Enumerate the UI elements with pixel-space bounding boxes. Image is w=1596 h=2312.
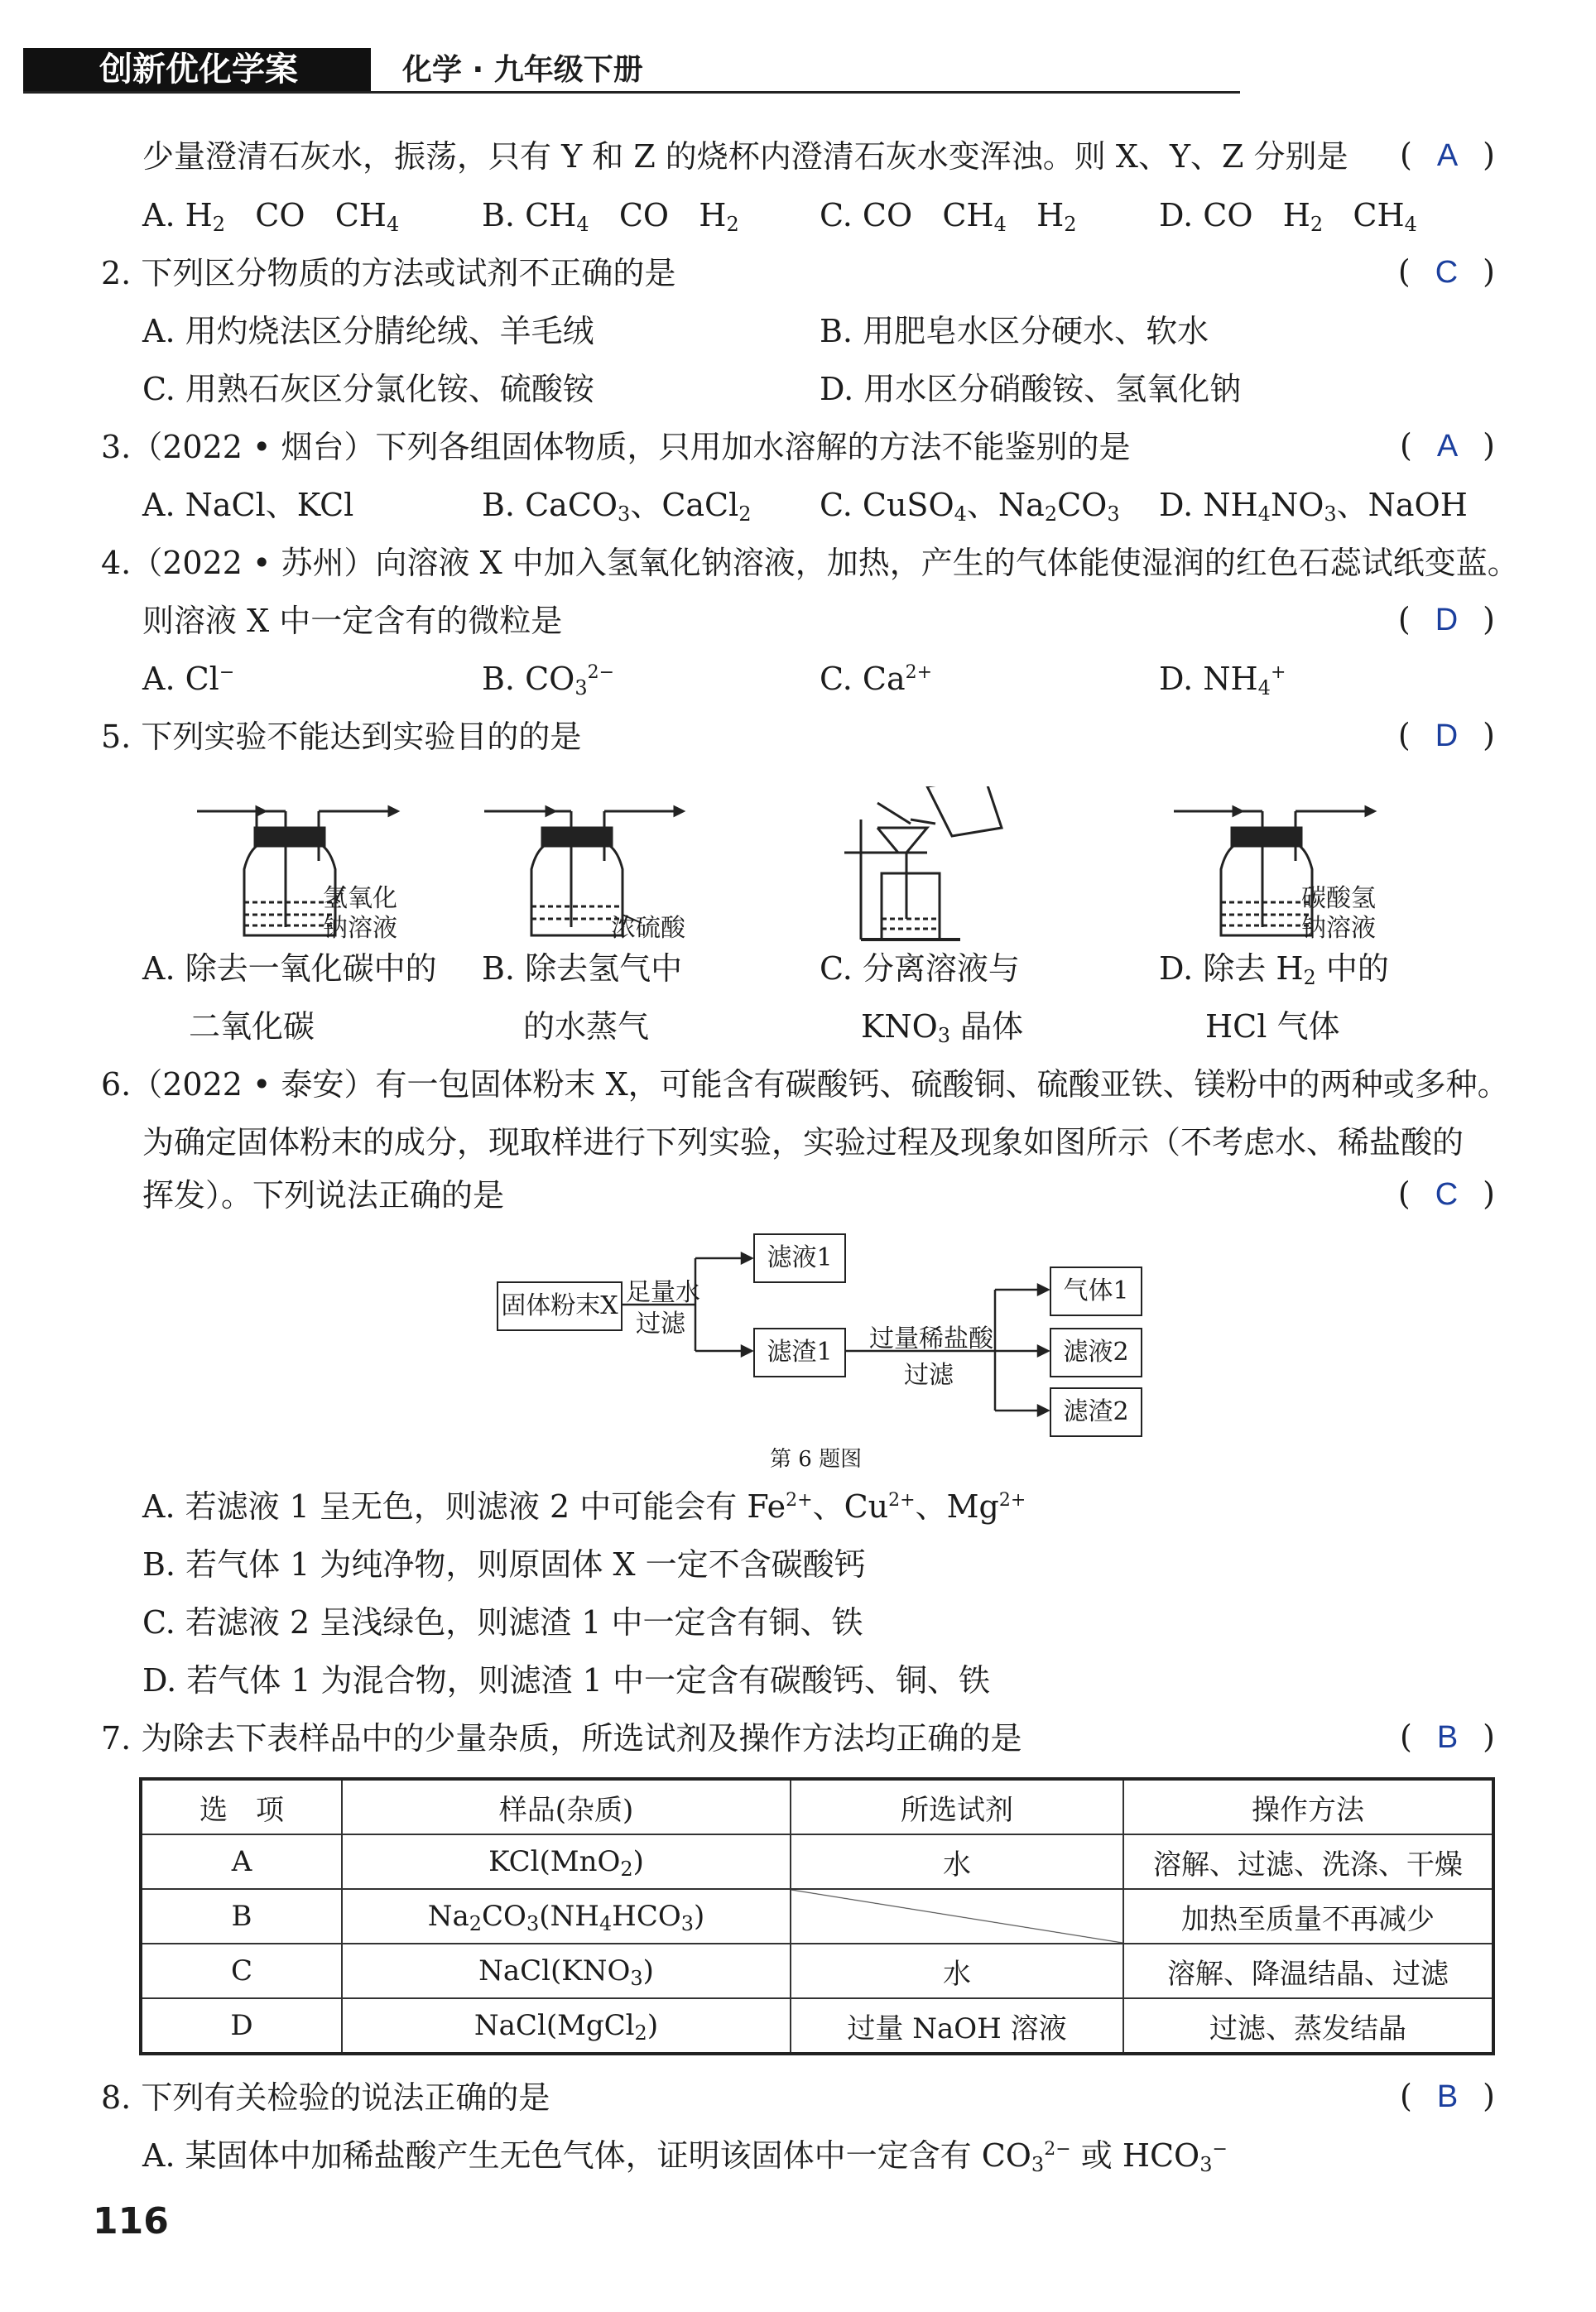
q1-option-d: D. CO $H_2$ $CH_4$ <box>1159 197 1417 236</box>
q6-answer: ( C ) <box>1397 1175 1497 1212</box>
col-header-reagent: 所选试剂 <box>791 1779 1123 1834</box>
q3-stem: 3.（2022 • 烟台）下列各组固体物质，只用加水溶解的方法不能鉴别的是 <box>101 429 1131 465</box>
empty-reagent-cell <box>791 1889 1123 1944</box>
q1-answer: ( A ) <box>1399 137 1497 173</box>
q4-answer: ( D ) <box>1397 601 1497 637</box>
q8-stem: 8. 下列有关检验的说法正确的是 <box>101 2079 550 2116</box>
col-header-method: 操作方法 <box>1123 1779 1493 1834</box>
q7-answer: ( B ) <box>1399 1718 1497 1755</box>
q4-option-d: D. $NH_4^+$ <box>1159 661 1286 699</box>
q1-option-c: C. CO $CH_4$ $H_2$ <box>820 197 1077 236</box>
label-conc-sulfuric: 浓硫酸 <box>611 914 685 943</box>
q4-option-c: C. $Ca^{2+}$ <box>820 661 933 697</box>
q5-option-a-line2: 二氧化碳 <box>189 1008 315 1045</box>
table-row: B $Na_2CO_3(NH_4HCO_3)$ 加热至质量不再减少 <box>141 1889 1493 1944</box>
q2-stem: 2. 下列区分物质的方法或试剂不正确的是 <box>101 255 676 291</box>
q1-option-b: B. $CH_4$ CO $H_2$ <box>482 197 739 236</box>
q5-option-c-line1: C. 分离溶液与 <box>820 950 1020 987</box>
q4-option-b: B. $CO_3^{2-}$ <box>482 661 615 699</box>
q6-option-a: A. 若滤液 1 呈无色，则滤液 2 中可能会有 $Fe^{2+}$、$Cu^{2+}$、$Mg^{2+}$ <box>142 1488 1026 1525</box>
table-header-row <box>141 1779 1493 1834</box>
col-header-option: 选 项 <box>141 1779 342 1834</box>
q5-option-b-line1: B. 除去氢气中 <box>482 950 683 987</box>
figure-caption: 第 6 题图 <box>770 1447 863 1472</box>
table-row: C $NaCl(KNO_3)$ 水 溶解、降温结晶、过滤 <box>141 1944 1493 1998</box>
flow-box-gas-1: 气体1 <box>1050 1267 1142 1316</box>
q2-option-c: C. 用熟石灰区分氯化铵、硫酸铵 <box>142 371 594 407</box>
flow-box-solid-x: 固体粉末X <box>497 1281 623 1331</box>
table-row: D NaCl(MgCl$_2$) 过量 NaOH 溶液 过滤、蒸发结晶 <box>141 1998 1493 2054</box>
q3-option-a: A. NaCl、KCl <box>142 487 354 523</box>
q5-stem: 5. 下列实验不能达到实验目的的是 <box>101 719 582 755</box>
label-naoh-solution: 氢氧化 钠溶液 <box>323 884 397 943</box>
q5-option-b-line2: 的水蒸气 <box>523 1008 650 1045</box>
q5-option-a-line1: A. 除去一氧化碳中的 <box>142 950 437 987</box>
q6-option-d: D. 若气体 1 为混合物，则滤渣 1 中一定含有碳酸钙、铜、铁 <box>142 1662 990 1699</box>
flow-step2-reagent: 过量稀盐酸 <box>869 1324 993 1353</box>
book-title: 创新优化学案 <box>99 50 298 89</box>
q2-option-a: A. 用灼烧法区分腈纶绒、羊毛绒 <box>142 313 594 349</box>
col-header-sample: 样品(杂质) <box>342 1779 791 1834</box>
q1-stem: 少量澄清石灰水，振荡，只有 Y 和 Z 的烧杯内澄清石灰水变浑浊。则 X、Y、Z 分别是 <box>142 138 1348 175</box>
q4-stem: 4.（2022 • 苏州）向溶液 X 中加入氢氧化钠溶液，加热，产生的气体能使湿润的红色石蕊试纸变蓝。 <box>101 545 1519 581</box>
page-number: 116 <box>93 2200 169 2242</box>
flow-box-residue-2: 滤渣2 <box>1050 1387 1142 1437</box>
q6-option-b: B. 若气体 1 为纯净物，则原固体 X 一定不含碳酸钙 <box>142 1546 866 1583</box>
q4-stem2: 则溶液 X 中一定含有的微粒是 <box>142 603 563 639</box>
q3-option-d: D. $NH_4NO_3$、NaOH <box>1159 487 1468 526</box>
q8-option-a: A. 某固体中加稀盐酸产生无色气体，证明该固体中一定含有 $CO_3^{2-}$ 或 $HCO_3^-$ <box>142 2137 1228 2176</box>
q5-option-d-line2: HCl 气体 <box>1205 1008 1340 1045</box>
label-nahco3-solution: 碳酸氢 钠溶液 <box>1301 884 1376 943</box>
header-rule <box>23 91 1240 94</box>
q6-stem2: 为确定固体粉末的成分，现取样进行下列实验，实验过程及现象如图所示（不考虑水、稀盐酸的 <box>142 1124 1464 1161</box>
q2-answer: ( C ) <box>1397 253 1497 290</box>
q3-option-c: C. CuSO$_4$、$Na_2CO_3$ <box>820 487 1120 526</box>
q8-answer: ( B ) <box>1399 2078 1497 2114</box>
filtration-setup <box>844 786 1002 940</box>
q4-option-a: A. Cl− <box>142 661 235 697</box>
flow-box-filtrate-1: 滤液1 <box>753 1233 846 1283</box>
flow-box-residue-1: 滤渣1 <box>753 1328 846 1377</box>
q6-stem: 6.（2022 • 泰安）有一包固体粉末 X，可能含有碳酸钙、硫酸铜、硫酸亚铁、镁粉中的两种或多种。 <box>101 1066 1509 1103</box>
flow-box-filtrate-2: 滤液2 <box>1050 1328 1142 1377</box>
q6-stem3: 挥发）。下列说法正确的是 <box>142 1177 505 1214</box>
q3-answer: ( A ) <box>1399 427 1497 464</box>
q2-option-d: D. 用水区分硝酸铵、氢氧化钠 <box>820 371 1242 407</box>
q1-option-a: A. $H_2$ CO $CH_4$ <box>142 197 400 236</box>
q2-option-b: B. 用肥皂水区分硬水、软水 <box>820 313 1209 349</box>
q5-option-c-line2: $KNO_3$ 晶体 <box>861 1008 1024 1047</box>
q5-answer: ( D ) <box>1397 717 1497 753</box>
q7-stem: 7. 为除去下表样品中的少量杂质，所选试剂及操作方法均正确的是 <box>101 1720 1022 1757</box>
subject-title: 化学 · 九年级下册 <box>402 53 643 87</box>
q3-option-b: B. CaCO$_3$、CaCl$_2$ <box>482 487 752 526</box>
q7-table <box>139 1777 1495 2055</box>
table-row: A KCl(MnO$_2$) 水 溶解、过滤、洗涤、干燥 <box>141 1834 1493 1889</box>
flow-step1-reagent: 足量水 <box>626 1278 700 1307</box>
flow-step2-op: 过滤 <box>904 1361 954 1390</box>
q6-option-c: C. 若滤液 2 呈浅绿色，则滤渣 1 中一定含有铜、铁 <box>142 1604 863 1641</box>
flow-step1-op: 过滤 <box>636 1310 685 1339</box>
q5-option-d-line1: D. 除去 $H_2$ 中的 <box>1159 950 1389 989</box>
